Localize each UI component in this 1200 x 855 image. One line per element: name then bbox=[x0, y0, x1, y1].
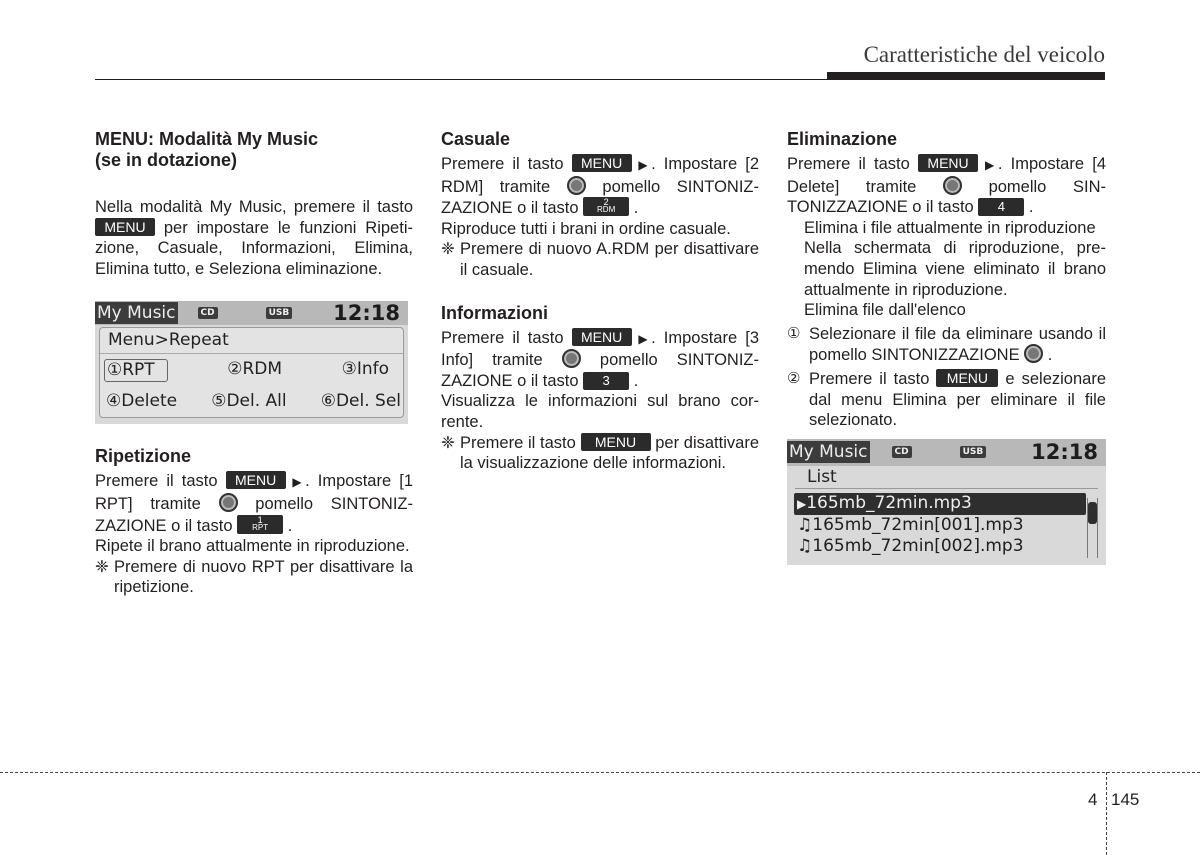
informazioni-note: ❈ Premere il tasto MENU per disattivare la visualizzazione delle informazioni. bbox=[441, 433, 759, 473]
menu-key-icon: MENU bbox=[918, 154, 978, 172]
lcd-file-item: ♫165mb_72min[001].mp3 bbox=[797, 515, 1024, 536]
lcd-menu-path: Menu>Repeat bbox=[100, 328, 403, 354]
ripetizione-note: ❈ Premere di nuovo RPT per disattivare la ripetizione. bbox=[95, 557, 413, 597]
ripetizione-description: Ripete il brano attualmente in riproduzione. bbox=[95, 537, 410, 556]
lcd-source-name: My Music bbox=[789, 442, 868, 463]
lcd-clock: 12:18 bbox=[1031, 439, 1098, 464]
usb-icon: USB bbox=[266, 307, 293, 319]
key-4-icon: 4 bbox=[978, 198, 1024, 216]
arrow-right-icon: ▶ bbox=[631, 158, 652, 172]
section-title-my-music: MENU: Modalità My Music (se in dotazione) bbox=[95, 129, 319, 170]
number-4-icon: 4 bbox=[1096, 155, 1107, 173]
intro-paragraph: Nella modalità My Music, premere il tasto MENU per impostare le funzioni Ripetizione, Casuale, Informazioni, Elimina, Elimina tutto, e Seleziona eliminazione. bbox=[95, 198, 413, 278]
informazioni-description: Visualizza le informazioni sul brano corrente. bbox=[441, 392, 759, 431]
menu-key-icon: MENU bbox=[572, 328, 632, 346]
lcd-status-bar bbox=[95, 301, 408, 325]
lcd-option-del-all: ⑤Del. All bbox=[211, 390, 287, 411]
column-2 bbox=[441, 129, 759, 474]
play-arrow-icon: ▶ bbox=[797, 497, 807, 512]
column-3 bbox=[787, 129, 1106, 565]
tune-knob-icon bbox=[1024, 344, 1043, 363]
tune-knob-icon bbox=[943, 176, 962, 195]
step-2-number: ② bbox=[787, 369, 801, 387]
elimina-current-title: Elimina i file attualmente in riproduzione bbox=[804, 218, 1096, 237]
arrow-right-icon: ▶ bbox=[285, 475, 306, 490]
lcd-display-file-list bbox=[787, 439, 1106, 565]
music-note-icon: ♫ bbox=[797, 536, 813, 557]
tune-knob-icon bbox=[562, 349, 581, 368]
note-icon: ❈ bbox=[95, 557, 109, 576]
section-title-informazioni: Informazioni bbox=[441, 302, 548, 323]
lcd-option-del-sel: ⑥Del. Sel bbox=[320, 390, 401, 411]
rdm-key-icon: 2 RDM bbox=[583, 197, 629, 216]
footer-dashed-divider bbox=[1106, 772, 1107, 855]
lcd-menu-panel bbox=[99, 327, 404, 418]
page-number: 145 bbox=[1111, 790, 1140, 809]
lcd-file-item: ♫165mb_72min[002].mp3 bbox=[797, 536, 1024, 557]
step-1: ① Selezionare il file da eliminare usando il pomello SINTONIZZAZIONE . bbox=[787, 324, 1106, 365]
lcd-status-bar bbox=[787, 439, 1106, 466]
eliminazione-instructions: Premere il tasto MENU ▶. Impostare [4Delete] tramite pomello SINTONIZZAZIONE o il tasto 4 . bbox=[787, 155, 1107, 217]
menu-key-icon: MENU bbox=[581, 433, 651, 451]
lcd-source-name: My Music bbox=[97, 303, 176, 324]
casuale-instructions: Premere il tasto MENU ▶. Impostare [2RDM] tramite pomello SINTONIZZAZIONE o il tasto 2 RDM . bbox=[441, 155, 760, 218]
lcd-clock: 12:18 bbox=[333, 301, 400, 326]
key-3-icon: 3 bbox=[583, 372, 629, 390]
step-2: ② Premere il tasto MENU e selezionare dal menu Elimina per eliminare il file selezionato. bbox=[787, 369, 1106, 430]
lcd-file-list bbox=[787, 489, 1086, 557]
cd-icon: CD bbox=[198, 307, 218, 319]
tune-knob-icon bbox=[567, 176, 586, 195]
menu-key-icon: MENU bbox=[936, 369, 998, 387]
cd-icon: CD bbox=[892, 446, 912, 458]
lcd-option-info: ③Info bbox=[341, 358, 389, 379]
lcd-display-menu-repeat bbox=[95, 301, 408, 424]
lcd-file-item-selected: ▶165mb_72min.mp3 bbox=[794, 493, 1086, 515]
music-note-icon: ♫ bbox=[797, 515, 813, 536]
step-1-number: ① bbox=[787, 324, 801, 342]
section-title-eliminazione: Eliminazione bbox=[787, 129, 898, 149]
tune-knob-icon bbox=[219, 493, 238, 512]
arrow-right-icon: ▶ bbox=[978, 158, 998, 172]
arrow-right-icon: ▶ bbox=[631, 331, 652, 346]
elimina-list-title: Elimina file dall'elenco bbox=[804, 301, 966, 320]
lcd-scrollbar-thumb bbox=[1088, 502, 1097, 524]
casuale-note: ❈ Premere di nuovo A.RDM per disattivare il casuale. bbox=[441, 240, 759, 279]
number-1-icon: 1 bbox=[403, 472, 414, 491]
section-title-ripetizione: Ripetizione bbox=[95, 446, 192, 467]
header-rule bbox=[95, 79, 827, 80]
lcd-option-delete: ④Delete bbox=[106, 390, 178, 411]
note-icon: ❈ bbox=[441, 433, 455, 452]
informazioni-instructions: Premere il tasto MENU ▶. Impostare [3Info] tramite pomello SINTONIZZAZIONE o il tasto 3 . bbox=[441, 328, 760, 390]
menu-key-icon: MENU bbox=[95, 218, 155, 236]
rpt-key-icon: 1 RPT bbox=[237, 515, 283, 534]
footer-dashed-rule bbox=[0, 772, 1200, 773]
lcd-list-header: List bbox=[795, 466, 1098, 490]
section-title-casuale: Casuale bbox=[441, 129, 511, 149]
number-3-icon: 3 bbox=[749, 328, 760, 347]
usb-icon: USB bbox=[960, 446, 987, 458]
chapter-number: 4 bbox=[1088, 790, 1098, 809]
menu-key-icon: MENU bbox=[572, 154, 632, 172]
elimina-current-description: Nella schermata di riproduzione, premendo Elimina viene eliminato il brano attualmente in riproduzione. bbox=[804, 239, 1106, 299]
lcd-option-rpt: ①RPT bbox=[104, 359, 168, 382]
ripetizione-instructions: Premere il tasto MENU ▶. Impostare [1RPT] tramite pomello SINTONIZZAZIONE o il tasto 1 RPT . bbox=[95, 472, 414, 535]
menu-key-icon: MENU bbox=[226, 471, 286, 489]
number-2-icon: 2 bbox=[749, 155, 760, 173]
page-header-title: Caratteristiche del veicolo bbox=[863, 42, 1105, 67]
note-icon: ❈ bbox=[441, 240, 455, 259]
casuale-description: Riproduce tutti i brani in ordine casuale. bbox=[441, 219, 731, 238]
lcd-option-rdm: ②RDM bbox=[227, 358, 283, 379]
lcd-scrollbar bbox=[1087, 498, 1098, 558]
header-rule-bar bbox=[827, 72, 1105, 80]
column-1 bbox=[95, 129, 413, 598]
